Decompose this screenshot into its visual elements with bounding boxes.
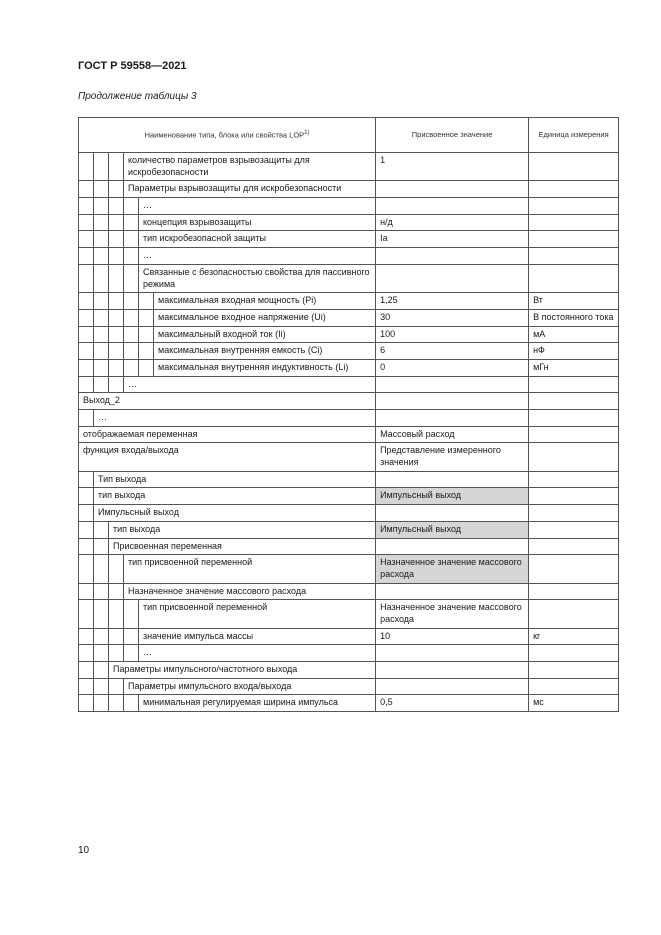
indent-cell (139, 359, 154, 376)
table-row (79, 264, 619, 292)
unit-cell (529, 488, 619, 505)
indent-cell (124, 293, 139, 310)
indent-cell (124, 600, 139, 628)
assigned-value-cell: Импульсный выход (376, 488, 529, 505)
assigned-value-cell (376, 583, 529, 600)
property-name-cell: Параметры импульсного/частотного выхода (109, 662, 376, 679)
lop-properties-table (78, 117, 619, 712)
table-row (79, 393, 619, 410)
unit-cell (529, 214, 619, 231)
assigned-value-cell: Ia (376, 231, 529, 248)
assigned-value-cell: н/д (376, 214, 529, 231)
property-name-cell: концепция взрывозащиты (139, 214, 376, 231)
indent-cell (79, 153, 94, 181)
table-row (79, 555, 619, 583)
indent-cell (139, 326, 154, 343)
indent-cell (94, 678, 109, 695)
table-row (79, 695, 619, 712)
property-name-cell: отображаемая переменная (79, 426, 376, 443)
indent-cell (124, 264, 139, 292)
assigned-value-cell (376, 393, 529, 410)
table-row (79, 583, 619, 600)
table-row (79, 505, 619, 522)
property-name-cell: … (124, 376, 376, 393)
unit-cell (529, 505, 619, 522)
indent-cell (79, 600, 94, 628)
assigned-value-cell: 1,25 (376, 293, 529, 310)
property-name-cell: максимальная входная мощность (Pi) (154, 293, 376, 310)
property-name-cell: максимальная внутренняя емкость (Ci) (154, 343, 376, 360)
assigned-value-cell (376, 248, 529, 265)
indent-cell (79, 505, 94, 522)
table-row (79, 359, 619, 376)
indent-cell (109, 359, 124, 376)
table-row (79, 426, 619, 443)
indent-cell (94, 555, 109, 583)
unit-cell: Вт (529, 293, 619, 310)
indent-cell (124, 645, 139, 662)
unit-cell: В постоянного тока (529, 309, 619, 326)
indent-cell (109, 376, 124, 393)
assigned-value-cell: Импульсный выход (376, 521, 529, 538)
assigned-value-cell: Массовый расход (376, 426, 529, 443)
unit-cell (529, 678, 619, 695)
table-row (79, 410, 619, 427)
indent-cell (124, 695, 139, 712)
assigned-value-cell: 100 (376, 326, 529, 343)
unit-cell (529, 153, 619, 181)
table-row (79, 181, 619, 198)
unit-cell (529, 645, 619, 662)
indent-cell (79, 410, 94, 427)
assigned-value-cell: Назначенное значение массового расхода (376, 600, 529, 628)
indent-cell (79, 248, 94, 265)
property-name-cell: Импульсный выход (94, 505, 376, 522)
indent-cell (94, 521, 109, 538)
indent-cell (79, 555, 94, 583)
indent-cell (79, 343, 94, 360)
indent-cell (94, 376, 109, 393)
indent-cell (94, 538, 109, 555)
table-row (79, 645, 619, 662)
property-name-cell: Назначенное значение массового расхода (124, 583, 376, 600)
indent-cell (79, 662, 94, 679)
assigned-value-cell: 6 (376, 343, 529, 360)
page-number: 10 (78, 845, 90, 856)
assigned-value-cell (376, 410, 529, 427)
table-row (79, 443, 619, 471)
indent-cell (94, 695, 109, 712)
property-name-cell: максимальный входной ток (Ii) (154, 326, 376, 343)
indent-cell (94, 214, 109, 231)
assigned-value-cell: 0,5 (376, 695, 529, 712)
indent-cell (139, 343, 154, 360)
unit-cell (529, 376, 619, 393)
indent-cell (79, 198, 94, 215)
property-name-cell: количество параметров взрывозащиты для искробезопасности (124, 153, 376, 181)
assigned-value-cell (376, 505, 529, 522)
indent-cell (79, 471, 94, 488)
indent-cell (109, 628, 124, 645)
indent-cell (79, 264, 94, 292)
property-name-cell: тип выхода (109, 521, 376, 538)
unit-cell (529, 198, 619, 215)
indent-cell (79, 293, 94, 310)
indent-cell (94, 583, 109, 600)
column-header-name (79, 118, 376, 153)
column-header-name-label: Наименование типа, блока или свойства LOP (144, 130, 305, 140)
unit-cell (529, 181, 619, 198)
assigned-value-cell (376, 538, 529, 555)
table-row (79, 343, 619, 360)
property-name-cell: тип выхода (94, 488, 376, 505)
indent-cell (94, 326, 109, 343)
assigned-value-cell (376, 678, 529, 695)
indent-cell (109, 293, 124, 310)
indent-cell (79, 181, 94, 198)
indent-cell (79, 326, 94, 343)
indent-cell (109, 695, 124, 712)
table-row (79, 600, 619, 628)
indent-cell (109, 555, 124, 583)
indent-cell (79, 231, 94, 248)
unit-cell (529, 248, 619, 265)
property-name-cell: Выход_2 (79, 393, 376, 410)
indent-cell (109, 343, 124, 360)
indent-cell (79, 695, 94, 712)
unit-cell (529, 662, 619, 679)
indent-cell (124, 214, 139, 231)
indent-cell (109, 198, 124, 215)
property-name-cell: … (139, 645, 376, 662)
unit-cell (529, 538, 619, 555)
indent-cell (94, 153, 109, 181)
table-header-row (79, 118, 619, 153)
indent-cell (109, 600, 124, 628)
property-name-cell: Параметры импульсного входа/выхода (124, 678, 376, 695)
indent-cell (124, 309, 139, 326)
indent-cell (94, 248, 109, 265)
table-row (79, 198, 619, 215)
indent-cell (124, 359, 139, 376)
indent-cell (124, 231, 139, 248)
indent-cell (79, 678, 94, 695)
assigned-value-cell (376, 662, 529, 679)
indent-cell (79, 583, 94, 600)
indent-cell (109, 181, 124, 198)
assigned-value-cell (376, 264, 529, 292)
indent-cell (94, 600, 109, 628)
unit-cell (529, 426, 619, 443)
indent-cell (94, 343, 109, 360)
table-row (79, 293, 619, 310)
property-name-cell: тип присвоенной переменной (124, 555, 376, 583)
property-name-cell: тип искробезопасной защиты (139, 231, 376, 248)
assigned-value-cell: Назначенное значение массового расхода (376, 555, 529, 583)
unit-cell: мГн (529, 359, 619, 376)
table-row (79, 678, 619, 695)
unit-cell (529, 471, 619, 488)
table-row (79, 326, 619, 343)
indent-cell (109, 645, 124, 662)
property-name-cell: максимальное входное напряжение (Ui) (154, 309, 376, 326)
property-name-cell: тип присвоенной переменной (139, 600, 376, 628)
indent-cell (109, 583, 124, 600)
unit-cell (529, 555, 619, 583)
indent-cell (94, 293, 109, 310)
indent-cell (124, 628, 139, 645)
table-row (79, 488, 619, 505)
indent-cell (94, 662, 109, 679)
indent-cell (109, 231, 124, 248)
column-header-unit: Единица измерения (529, 118, 619, 153)
unit-cell (529, 393, 619, 410)
indent-cell (94, 231, 109, 248)
indent-cell (94, 628, 109, 645)
unit-cell (529, 600, 619, 628)
indent-cell (109, 153, 124, 181)
indent-cell (94, 359, 109, 376)
assigned-value-cell: Представление измеренного значения (376, 443, 529, 471)
indent-cell (94, 264, 109, 292)
unit-cell (529, 264, 619, 292)
table-row (79, 248, 619, 265)
indent-cell (109, 309, 124, 326)
table-row (79, 231, 619, 248)
indent-cell (109, 678, 124, 695)
assigned-value-cell (376, 645, 529, 662)
assigned-value-cell: 0 (376, 359, 529, 376)
unit-cell: мА (529, 326, 619, 343)
assigned-value-cell: 30 (376, 309, 529, 326)
unit-cell: кг (529, 628, 619, 645)
property-name-cell: функция входа/выхода (79, 443, 376, 471)
table-row (79, 471, 619, 488)
table-row (79, 214, 619, 231)
indent-cell (139, 309, 154, 326)
footnote-marker: 1) (304, 129, 310, 136)
indent-cell (109, 214, 124, 231)
table-row (79, 153, 619, 181)
unit-cell (529, 231, 619, 248)
indent-cell (109, 326, 124, 343)
indent-cell (109, 264, 124, 292)
column-header-value: Присвоенное значение (376, 118, 529, 153)
indent-cell (79, 359, 94, 376)
indent-cell (109, 248, 124, 265)
property-name-cell: минимальная регулируемая ширина импульса (139, 695, 376, 712)
indent-cell (79, 521, 94, 538)
unit-cell: нФ (529, 343, 619, 360)
indent-cell (79, 645, 94, 662)
indent-cell (124, 248, 139, 265)
unit-cell (529, 443, 619, 471)
property-name-cell: … (94, 410, 376, 427)
table-row (79, 309, 619, 326)
assigned-value-cell (376, 471, 529, 488)
property-name-cell: значение импульса массы (139, 628, 376, 645)
indent-cell (79, 538, 94, 555)
indent-cell (124, 326, 139, 343)
property-name-cell: … (139, 198, 376, 215)
property-name-cell: Тип выхода (94, 471, 376, 488)
indent-cell (124, 198, 139, 215)
indent-cell (94, 198, 109, 215)
indent-cell (94, 309, 109, 326)
table-row (79, 628, 619, 645)
property-name-cell: максимальная внутренняя индуктивность (Li) (154, 359, 376, 376)
indent-cell (94, 645, 109, 662)
assigned-value-cell (376, 198, 529, 215)
indent-cell (79, 488, 94, 505)
indent-cell (79, 628, 94, 645)
indent-cell (94, 181, 109, 198)
indent-cell (124, 343, 139, 360)
property-name-cell: Присвоенная переменная (109, 538, 376, 555)
property-name-cell: … (139, 248, 376, 265)
property-name-cell: Параметры взрывозащиты для искробезопасности (124, 181, 376, 198)
indent-cell (79, 309, 94, 326)
indent-cell (79, 214, 94, 231)
unit-cell (529, 410, 619, 427)
unit-cell: мс (529, 695, 619, 712)
table-row (79, 538, 619, 555)
assigned-value-cell (376, 376, 529, 393)
property-name-cell: Связанные с безопасностью свойства для пассивного режима (139, 264, 376, 292)
unit-cell (529, 521, 619, 538)
table-row (79, 521, 619, 538)
document-code: ГОСТ Р 59558—2021 (78, 60, 187, 72)
unit-cell (529, 583, 619, 600)
indent-cell (139, 293, 154, 310)
assigned-value-cell (376, 181, 529, 198)
assigned-value-cell: 10 (376, 628, 529, 645)
table-row (79, 376, 619, 393)
table-row (79, 662, 619, 679)
indent-cell (79, 376, 94, 393)
table-continuation-caption: Продолжение таблицы 3 (78, 91, 197, 102)
assigned-value-cell: 1 (376, 153, 529, 181)
